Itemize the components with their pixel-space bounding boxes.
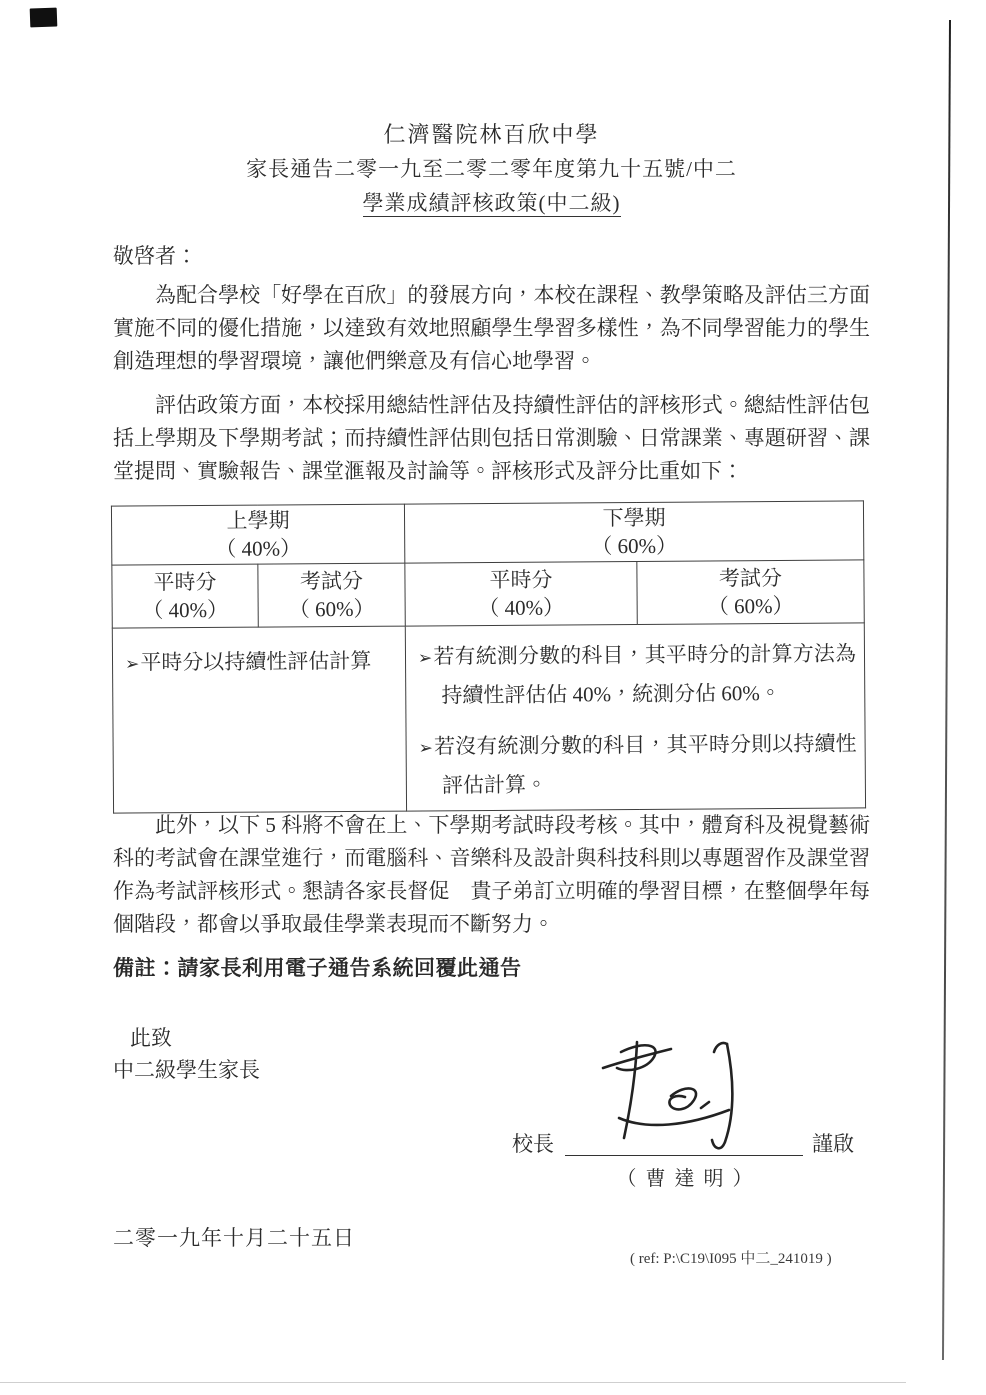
document-header: [113, 118, 870, 220]
col1-name: 考試分: [299, 568, 364, 594]
cell-term2-notes: [405, 623, 865, 811]
principal-label: 校長: [512, 1132, 554, 1156]
col0-weight: （ 40%）: [142, 597, 229, 623]
principal-name: （ 曹 達 明 ）: [616, 1168, 755, 1190]
col1-weight: （ 60%）: [288, 596, 375, 622]
assessment-table: [111, 500, 866, 813]
notice-number-line: 家長通告二零一九至二零二零年度第九十五號/中二: [246, 157, 737, 181]
term1-note-item: [125, 645, 399, 682]
document-ref: ( ref: P:\C19\I095 中二_241019 ): [630, 1251, 832, 1267]
term2-weight: （ 60%）: [591, 533, 678, 559]
scan-vertical-line-artifact: [942, 20, 951, 1360]
cell-term1-exam: [258, 563, 405, 627]
term1-weight: （ 40%）: [215, 536, 302, 561]
term1-name: 上學期: [226, 508, 290, 533]
col3-weight: （ 60%）: [707, 593, 794, 619]
assessment-table-wrapper: [111, 500, 865, 813]
arrow-bullet-icon: ➢: [418, 738, 433, 759]
document-date: 二零一九年十月二十五日: [113, 1226, 355, 1250]
cell-term1-note: [112, 626, 406, 813]
term1-note-text: 平時分以持續性評估計算: [140, 648, 372, 675]
col2-weight: （ 40%）: [478, 595, 565, 621]
notice-subject: 學業成績評核政策(中二級): [362, 191, 621, 215]
signature-line: [565, 1155, 803, 1156]
subject-row: [113, 186, 870, 220]
closing-salute: 此致: [130, 1026, 172, 1050]
col3-name: 考試分: [718, 565, 783, 591]
col2-name: 平時分: [489, 567, 553, 592]
remark-line: 備註：請家長利用電子通告系統回覆此通告: [113, 956, 522, 980]
cell-term2-daily: [405, 561, 637, 626]
arrow-bullet-icon: ➢: [124, 654, 140, 675]
cell-term2: [404, 501, 863, 563]
term2-name: 下學期: [602, 505, 666, 531]
paragraph-subjects: 此外，以下 5 科將不會在上、下學期考試時段考核。其中，體育科及視覺藝術科的考試會在課堂進行，而電腦科、音樂科及設計與科技科則以專題習作及課堂習作為考試評核形式。懇請各家長督促 貴子弟訂立明確的學習目標，在整個學年每個階段，都會以爭取最佳學業表現而不斷努力。: [113, 813, 870, 936]
arrow-bullet-icon: ➢: [417, 648, 433, 669]
scan-bottom-line-artifact: [0, 1382, 906, 1383]
principal-signature: [575, 1038, 765, 1166]
table-row-subcolumns: [112, 560, 864, 628]
term2-note-item-2: [418, 725, 857, 804]
school-name: 仁濟醫院林百欣中學: [383, 122, 600, 147]
cell-term2-exam: [637, 560, 864, 625]
scan-corner-mark: [30, 8, 58, 28]
term2-note-text-1: 若有統測分數的科目，其平時分的計算方法為持續性評估佔 40%，統測分佔 60%。: [433, 641, 857, 708]
salutation: 敬啓者：: [113, 244, 197, 268]
paragraph-intro: 為配合學校「好學在百欣」的發展方向，本校在課程、教學策略及評估三方面實施不同的優化措施，以達致有效地照顧學生學習多樣性，為不同學習能力的學生創造理想的學習環境，讓他們樂意及有信心地學習。: [113, 283, 870, 373]
closing-recipient: 中二級學生家長: [113, 1058, 260, 1082]
term2-note-item-1: [418, 635, 857, 714]
paragraph-policy: 評估政策方面，本校採用總結性評估及持續性評估的評核形式。總結性評估包括上學期及下學期考試；而持續性評估則包括日常測驗、日常課業、專題研習、課堂提問、實驗報告、課堂滙報及討論等。評核形式及評分比重如下：: [113, 393, 870, 483]
col0-name: 平時分: [153, 569, 217, 595]
term2-note-text-2: 若沒有統測分數的科目，其平時分則以持續性評估計算。: [433, 731, 857, 798]
cell-term1: [111, 504, 404, 565]
table-row-terms: [111, 501, 863, 565]
respectfully-label: 謹啟: [812, 1132, 854, 1156]
table-row-notes: [112, 623, 865, 813]
cell-term1-daily: [112, 564, 258, 628]
